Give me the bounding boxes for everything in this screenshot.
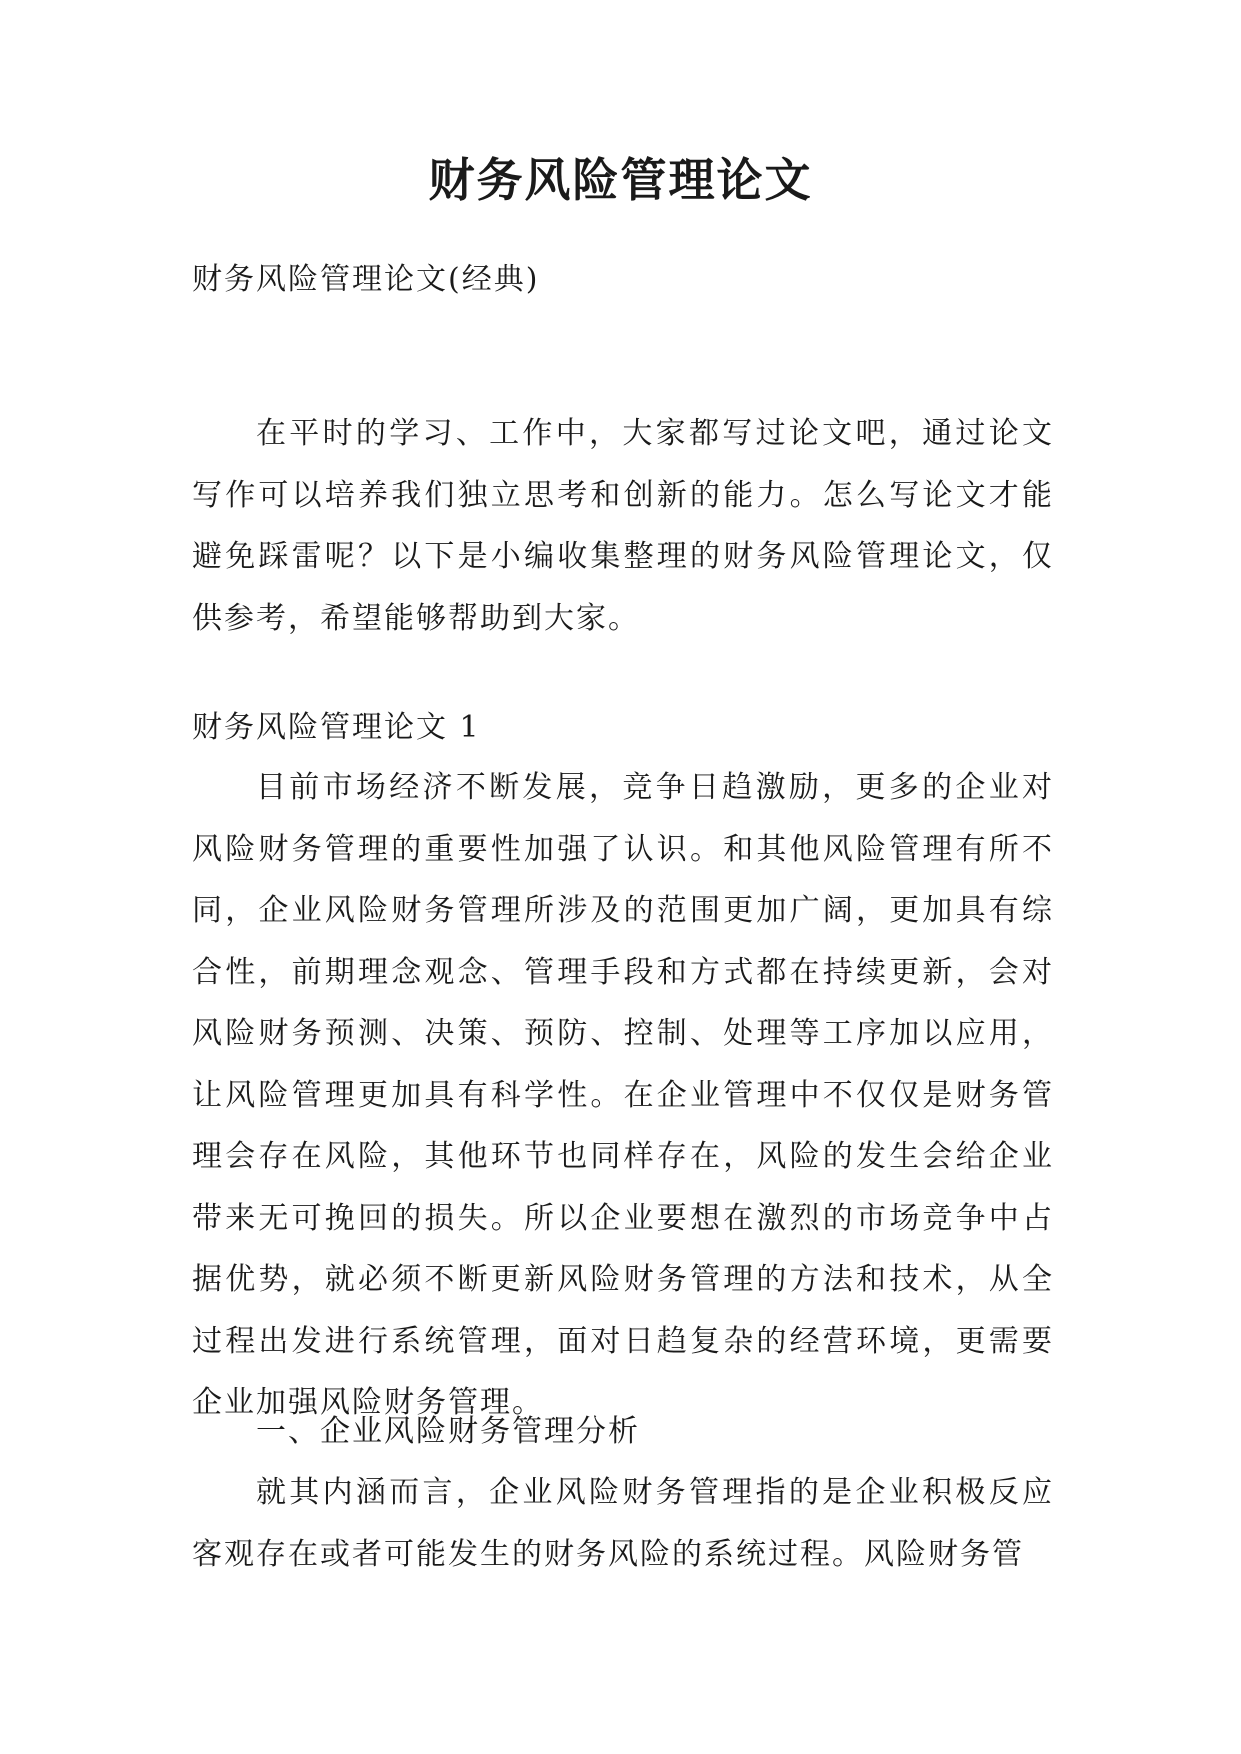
body-paragraph: 目前市场经济不断发展，竞争日趋激励，更多的企业对风险财务管理的重要性加强了认识。和其他风险管理有所不同，企业风险财务管理所涉及的范围更加广阔，更加具有综合性，前期理念观念、管理手段和方式都在持续更新，会对风险财务预测、决策、预防、控制、处理等工序加以应用，让风险管理更加具有科学性。在企业管理中不仅仅是财务管理会存在风险，其他环节也同样存在，风险的发生会给企业带来无可挽回的损失。所以企业要想在激烈的市场竞争中占据优势，就必须不断更新风险财务管理的方法和技术，从全过程出发进行系统管理，面对日趋复杂的经营环境，更需要企业加强风险财务管理。 xyxy=(192,770,1054,1420)
subsection-heading: 一、企业风险财务管理分析 xyxy=(256,1414,640,1449)
body-paragraph: 就其内涵而言，企业风险财务管理指的是企业积极反应客观存在或者可能发生的财务风险的系统过程。风险财务管 xyxy=(192,1475,1054,1572)
section-heading: 财务风险管理论文 1 xyxy=(192,710,481,745)
intro-paragraph: 在平时的学习、工作中，大家都写过论文吧，通过论文写作可以培养我们独立思考和创新的能力。怎么写论文才能避免踩雷呢？以下是小编收集整理的财务风险管理论文，仅供参考，希望能够帮助到大家。 xyxy=(192,416,1054,636)
document-subtitle: 财务风险管理论文(经典) xyxy=(192,262,540,297)
document-title: 财务风险管理论文 xyxy=(428,153,813,207)
